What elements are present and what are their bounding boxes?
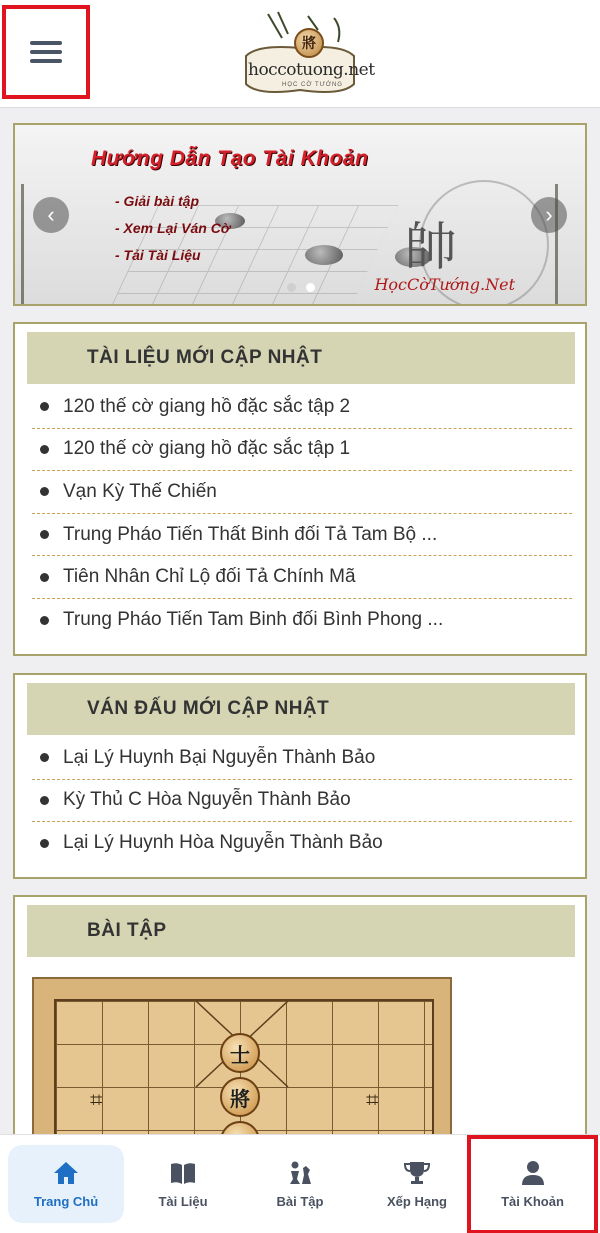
bottom-navigation [0, 1134, 600, 1233]
general-piece[interactable]: 將 [220, 1077, 260, 1117]
logo-seal: 將 [294, 28, 324, 58]
list-item[interactable] [32, 599, 572, 642]
documents-section [13, 322, 587, 656]
banner-general-char: 帥 [405, 218, 458, 278]
document-link[interactable]: 120 thế cờ giang hồ đặc sắc tập 2 [63, 395, 351, 417]
game-link[interactable]: Kỳ Thủ C Hòa Nguyễn Thành Bảo [63, 789, 351, 811]
document-link[interactable]: 120 thế cờ giang hồ đặc sắc tập 1 [63, 438, 351, 460]
bullet-icon [40, 530, 49, 539]
banner-feature-item: - Xem Lại Ván Cờ [115, 220, 231, 236]
game-link[interactable]: Lại Lý Huynh Bại Nguyễn Thành Bảo [63, 746, 376, 768]
nav-account[interactable] [467, 1135, 598, 1233]
banner-feature-item: - Tải Tài Liệu [115, 247, 201, 263]
list-item[interactable] [32, 429, 572, 472]
chess-pieces-icon [286, 1160, 314, 1186]
banner-feature-item: - Giải bài tập [115, 193, 200, 209]
nav-exercises[interactable] [242, 1145, 358, 1223]
bullet-icon [40, 487, 49, 496]
nav-ranking-label: Xếp Hạng [387, 1193, 447, 1209]
games-section [13, 673, 587, 879]
list-item[interactable] [32, 556, 572, 599]
chevron-right-icon: › [545, 202, 553, 227]
site-logo[interactable] [238, 8, 375, 100]
bullet-icon [40, 573, 49, 582]
hamburger-menu-icon [30, 36, 62, 68]
game-link[interactable]: Lại Lý Huynh Hòa Nguyễn Thành Bảo [63, 832, 383, 854]
list-item[interactable] [32, 780, 572, 823]
bullet-icon [40, 796, 49, 805]
advisor-piece[interactable]: 士 [220, 1033, 260, 1073]
document-link[interactable]: Trung Pháo Tiến Tam Binh đối Bình Phong ... [63, 609, 444, 631]
list-item[interactable] [32, 471, 572, 514]
position-marker: ⌗ [366, 1087, 379, 1112]
list-item[interactable] [32, 514, 572, 557]
banner-piece-graphic [305, 245, 343, 265]
banner-title: Hướng Dẫn Tạo Tài Khoản [91, 147, 369, 170]
position-marker: ⌗ [90, 1087, 103, 1112]
bullet-icon [40, 402, 49, 411]
chevron-left-icon: ‹ [47, 202, 55, 227]
games-list [32, 737, 572, 865]
nav-ranking[interactable] [359, 1145, 475, 1223]
trophy-icon [403, 1160, 431, 1186]
menu-button[interactable] [2, 5, 90, 99]
exercises-section-header [27, 905, 575, 957]
nav-exercises-label: Bài Tập [276, 1193, 324, 1209]
bullet-icon [40, 753, 49, 762]
document-link[interactable]: Vạn Kỳ Thế Chiến [63, 480, 217, 502]
list-item[interactable] [32, 737, 572, 780]
documents-section-title: TÀI LIỆU MỚI CẬP NHẬT [87, 347, 323, 368]
bullet-icon [40, 445, 49, 454]
user-icon [519, 1160, 547, 1186]
exercises-section [13, 895, 587, 1155]
games-section-header [27, 683, 575, 735]
banner-feature-list [115, 193, 230, 274]
bullet-icon [40, 839, 49, 848]
banner-carousel[interactable] [13, 123, 587, 306]
documents-section-header [27, 332, 575, 384]
nav-home[interactable] [8, 1145, 124, 1223]
documents-list [32, 386, 572, 642]
carousel-indicators [287, 283, 315, 292]
carousel-dot[interactable] [287, 283, 296, 292]
exercises-section-title: BÀI TẬP [87, 920, 167, 941]
home-icon [52, 1160, 80, 1186]
nav-documents-label: Tài Liệu [158, 1193, 208, 1209]
games-section-title: VÁN ĐẤU MỚI CẬP NHẬT [87, 698, 330, 719]
bullet-icon [40, 616, 49, 625]
list-item[interactable] [32, 822, 572, 865]
carousel-dot-active[interactable] [306, 283, 315, 292]
nav-documents[interactable] [125, 1145, 241, 1223]
nav-account-label: Tài Khoản [501, 1194, 564, 1209]
book-icon [169, 1160, 197, 1186]
list-item[interactable] [32, 386, 572, 429]
carousel-prev-button[interactable] [33, 197, 69, 233]
document-link[interactable]: Trung Pháo Tiến Thất Binh đối Tả Tam Bộ ... [63, 523, 438, 545]
banner-site-text: HọcCờTướng.Net [374, 275, 515, 294]
logo-subtext: HỌC CỜ TƯỚNG [282, 82, 343, 88]
carousel-next-button[interactable] [531, 197, 567, 233]
nav-home-label: Trang Chủ [33, 1193, 99, 1209]
document-link[interactable]: Tiên Nhân Chỉ Lộ đối Tả Chính Mã [63, 566, 356, 588]
app-header [0, 0, 600, 108]
logo-text: hoccotuong.net [248, 60, 375, 80]
